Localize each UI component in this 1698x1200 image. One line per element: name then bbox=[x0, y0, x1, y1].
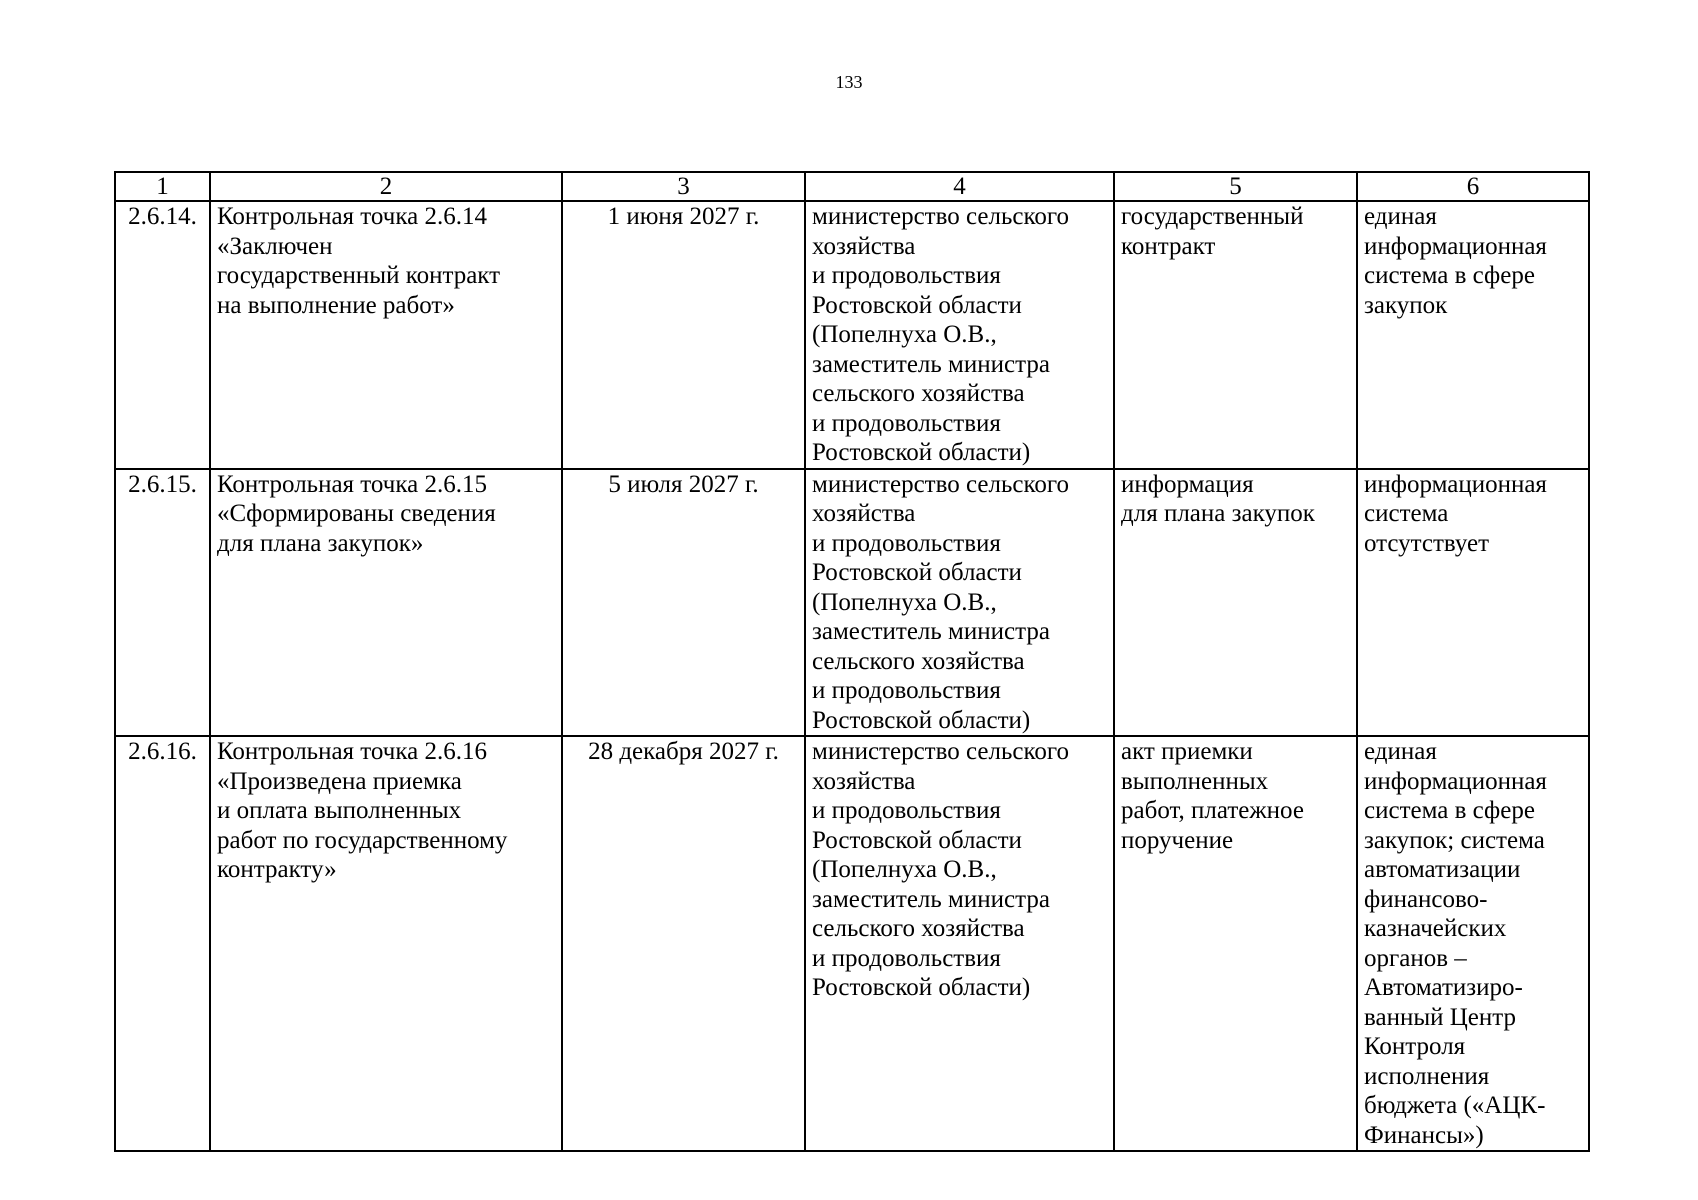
document-cell bbox=[1114, 201, 1357, 469]
header-col-1: 1 bbox=[115, 172, 210, 201]
row-number-cell bbox=[115, 201, 210, 469]
event-text: Контрольная точка 2.6.14 «Заключен государственный контракт на выполнение работ» bbox=[217, 203, 501, 319]
date-text: 28 декабря 2027 г. bbox=[588, 738, 779, 765]
row-number: 2.6.15. bbox=[128, 470, 197, 498]
document-text: информация для плана закупок bbox=[1121, 470, 1315, 527]
event-cell bbox=[210, 201, 562, 469]
responsible-text: министерство сельского хозяйства и продовольствия Ростовской области (Попелнуха О.В., заместитель министра сельского хозяйства и продовольствия Ростовской области) bbox=[812, 203, 1069, 466]
event-cell bbox=[210, 469, 562, 737]
date-cell bbox=[562, 201, 805, 469]
table-row bbox=[115, 201, 1589, 469]
responsible-cell bbox=[805, 469, 1114, 737]
responsible-cell bbox=[805, 201, 1114, 469]
row-number: 2.6.16. bbox=[128, 738, 197, 765]
header-col-3: 3 bbox=[562, 172, 805, 201]
header-col-6: 6 bbox=[1357, 172, 1589, 201]
header-col-4: 4 bbox=[805, 172, 1114, 201]
date-text: 5 июля 2027 г. bbox=[608, 470, 759, 498]
row-number-cell bbox=[115, 469, 210, 737]
date-cell bbox=[562, 469, 805, 737]
system-cell bbox=[1357, 469, 1589, 737]
table-row bbox=[115, 469, 1589, 737]
control-points-table bbox=[114, 171, 1590, 1152]
responsible-text: министерство сельского хозяйства и продовольствия Ростовской области (Попелнуха О.В., заместитель министра сельского хозяйства и продовольствия Ростовской области) bbox=[812, 738, 1069, 1001]
event-cell bbox=[210, 736, 562, 1151]
responsible-cell bbox=[805, 736, 1114, 1151]
document-cell bbox=[1114, 736, 1357, 1151]
system-text: единая информационная система в сфере закупок; система автоматизации финансово- казначейских органов – Автоматизиро- ванный Центр Контроля исполнения бюджета («АЦК- Финансы») bbox=[1364, 738, 1547, 1149]
header-col-5: 5 bbox=[1114, 172, 1357, 201]
date-cell bbox=[562, 736, 805, 1151]
table-header-row bbox=[115, 172, 1589, 201]
event-text: Контрольная точка 2.6.15 «Сформированы сведения для плана закупок» bbox=[217, 470, 496, 557]
page-number: 133 bbox=[835, 72, 863, 92]
system-text: информационная система отсутствует bbox=[1364, 470, 1547, 557]
document-text: государственный контракт bbox=[1121, 203, 1304, 260]
date-text: 1 июня 2027 г. bbox=[607, 203, 760, 230]
system-text: единая информационная система в сфере закупок bbox=[1364, 203, 1547, 319]
system-cell bbox=[1357, 201, 1589, 469]
event-text: Контрольная точка 2.6.16 «Произведена приемка и оплата выполненных работ по государственному контракту» bbox=[217, 738, 508, 883]
responsible-text: министерство сельского хозяйства и продовольствия Ростовской области (Попелнуха О.В., заместитель министра сельского хозяйства и продовольствия Ростовской области) bbox=[812, 470, 1069, 734]
system-cell bbox=[1357, 736, 1589, 1151]
row-number: 2.6.14. bbox=[128, 203, 197, 230]
document-cell bbox=[1114, 469, 1357, 737]
header-col-2: 2 bbox=[210, 172, 562, 201]
table-row bbox=[115, 736, 1589, 1151]
document-text: акт приемки выполненных работ, платежное поручение bbox=[1121, 738, 1304, 854]
row-number-cell bbox=[115, 736, 210, 1151]
